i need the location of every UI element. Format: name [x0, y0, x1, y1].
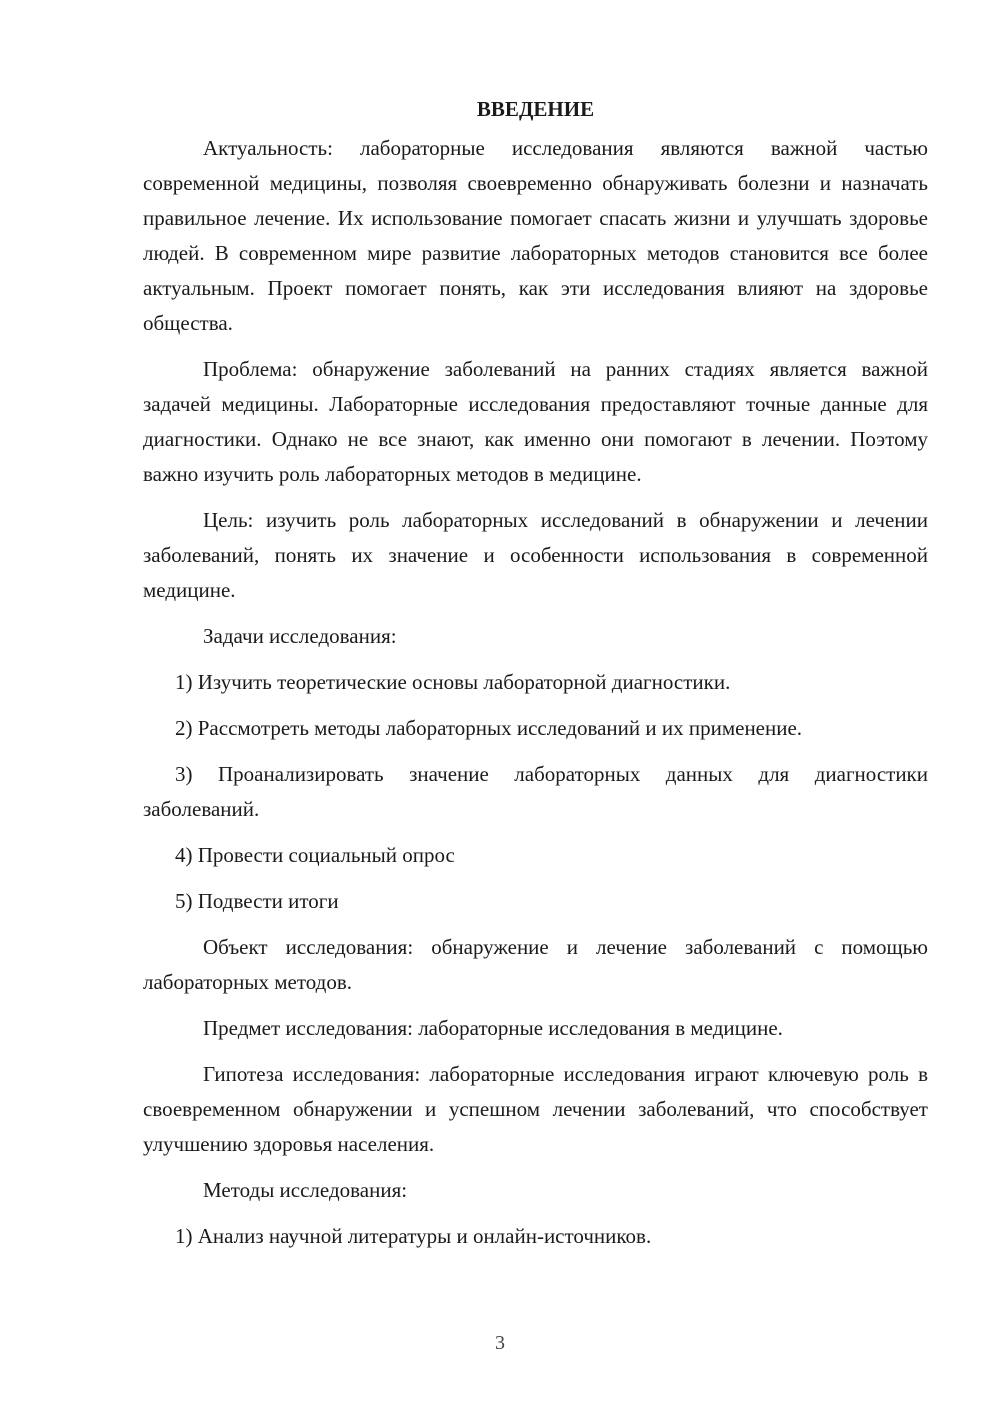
- hypothesis-paragraph: Гипотеза исследования: лабораторные исследования играют ключевую роль в своевременном обнаружении и успешном лечении заболеваний, что способствует улучшению здоровья населения.: [143, 1062, 928, 1156]
- problem-paragraph: Проблема: обнаружение заболеваний на ранних стадиях является важной задачей медицины. Лабораторные исследования предоставляют точные данные для диагностики. Однако не все знают, как именно они помогают в лечении. Поэтому важно изучить роль лабораторных методов в медицине.: [143, 357, 928, 486]
- task-item-2: 2) Рассмотреть методы лабораторных исследований и их применение.: [175, 716, 803, 740]
- tasks-heading: Задачи исследования:: [203, 624, 397, 648]
- section-heading: ВВЕДЕНИЕ: [476, 97, 595, 121]
- methods-heading: Методы исследования:: [203, 1178, 408, 1202]
- relevance-paragraph: Актуальность: лабораторные исследования являются важной частью современной медицины, позволяя своевременно обнаруживать болезни и назначать правильное лечение. Их использование помогает спасать жизни и улучшать здоровье людей. В современном мире развитие лабораторных методов становится все более актуальным. Проект помогает понять, как эти исследования влияют на здоровье общества.: [143, 136, 928, 335]
- task-item-1: 1) Изучить теоретические основы лабораторной диагностики.: [175, 670, 731, 694]
- method-item-1: 1) Анализ научной литературы и онлайн-источников.: [175, 1224, 652, 1248]
- page-content: [143, 92, 928, 1265]
- task-item-4: 4) Провести социальный опрос: [175, 843, 455, 867]
- page-number: 3: [495, 1332, 505, 1354]
- subject-paragraph: Предмет исследования: лабораторные исследования в медицине.: [203, 1016, 783, 1040]
- object-paragraph: Объект исследования: обнаружение и лечение заболеваний с помощью лабораторных методов.: [143, 935, 928, 994]
- goal-paragraph: Цель: изучить роль лабораторных исследований в обнаружении и лечении заболеваний, понять их значение и особенности использования в современной медицине.: [143, 508, 928, 602]
- task-item-3: 3) Проанализировать значение лабораторных данных для диагностики заболеваний.: [143, 762, 928, 821]
- task-item-5: 5) Подвести итоги: [175, 889, 339, 913]
